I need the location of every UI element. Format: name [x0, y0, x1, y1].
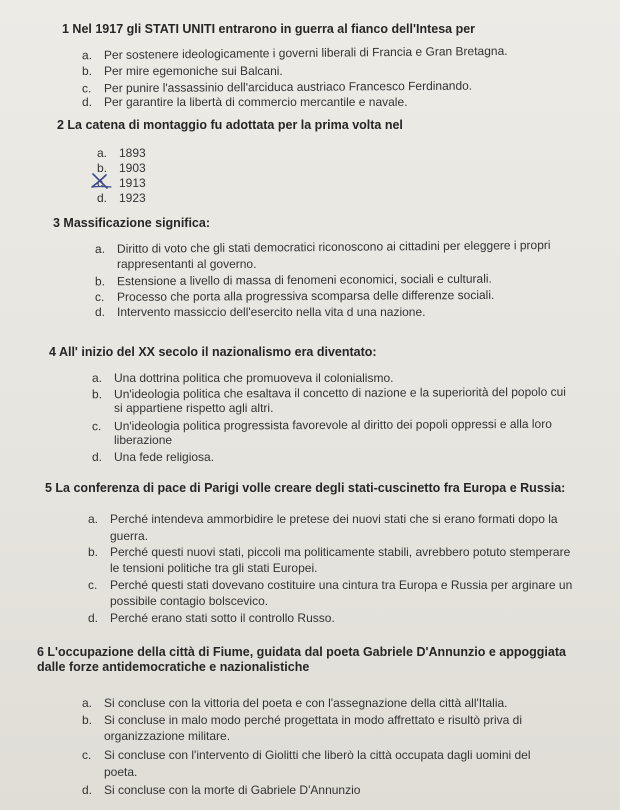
option-text: 1903	[119, 161, 146, 175]
question-3-option-a-continuation: rappresentanti al governo.	[117, 257, 257, 271]
option-text: Una dottrina politica che promuoveva il colonialismo.	[114, 371, 394, 385]
option-text: 1913	[119, 176, 146, 190]
question-4-option-d	[92, 450, 214, 464]
option-letter: c.	[94, 289, 105, 305]
option-text: Si concluse con la morte di Gabriele D'Annunzio	[104, 783, 361, 797]
question-5-option-d	[88, 611, 335, 625]
question-4-title: 4 All' inizio del XX secolo il nazionalismo era diventato:	[49, 345, 377, 359]
option-letter: c.	[97, 176, 107, 190]
option-letter: b.	[82, 713, 93, 727]
question-6-title-line-2: dalle forze antidemocratiche e nazionalistiche	[37, 660, 310, 674]
option-letter: d.	[97, 191, 108, 205]
option-text: Processo che porta alla progressiva scomparsa delle differenze sociali.	[116, 287, 495, 304]
option-text: Per mire egemoniche sui Balcani.	[104, 64, 283, 78]
question-5-title: 5 La conferenza di pace di Parigi volle creare degli stati-cuscinetto fra Europa e Russia:	[45, 481, 566, 495]
question-2-title: 2 La catena di montaggio fu adottata per la prima volta nel	[57, 118, 403, 132]
question-1-option-c	[82, 79, 472, 96]
option-letter: d.	[82, 783, 93, 797]
option-text: Per punire l'assassinio dell'arciduca austriaco Francesco Ferdinando.	[103, 78, 473, 96]
question-5-option-b	[88, 545, 570, 559]
question-1-option-b	[82, 64, 283, 78]
option-text: Si concluse in malo modo perché progettata in modo affrettato e risultò priva di	[104, 713, 523, 727]
question-6-option-c	[82, 748, 531, 762]
option-text: Si concluse con la vittoria del poeta e con l'assegnazione della città all'Italia.	[104, 696, 508, 710]
question-4-option-b	[92, 385, 566, 401]
option-letter: b.	[97, 161, 108, 175]
option-letter: b.	[82, 64, 93, 78]
option-text: Un'ideologia politica che esaltava il concetto di nazione e la superiorità del popolo cui	[113, 384, 566, 402]
question-6-title: 6 L'occupazione della città di Fiume, guidata dal poeta Gabriele D'Annunzio e appoggiata	[37, 645, 566, 659]
question-5-option-c	[88, 578, 572, 592]
question-4-option-c-continuation: liberazione	[114, 433, 173, 447]
question-6-option-b-continuation: organizzazione militare.	[104, 729, 231, 743]
question-6-option-a	[82, 696, 508, 710]
option-text: Per sostenere ideologicamente i governi liberali di Francia e Gran Bretagna.	[103, 43, 508, 62]
question-3-title: 3 Massificazione significa:	[53, 216, 210, 230]
option-letter: a.	[94, 241, 106, 256]
question-2-option-a	[97, 146, 146, 160]
option-text: Diritto di voto che gli stati democratici riconoscono ai cittadini per eleggere i propri	[116, 238, 551, 256]
question-2-option-d	[97, 191, 146, 205]
question-4-option-c	[92, 417, 552, 433]
option-letter: d.	[92, 450, 103, 464]
option-text: Si concluse con l'intervento di Giolitti che liberò la città occupata dagli uomini del	[104, 748, 531, 762]
question-6-option-d	[82, 783, 360, 797]
option-text: Un'ideologia politica progressista favorevole al diritto dei popoli oppressi e alla loro	[113, 416, 552, 434]
option-letter: d.	[95, 305, 106, 319]
question-5-option-a	[88, 512, 558, 526]
question-1-option-a	[82, 44, 508, 62]
option-letter: d.	[82, 95, 93, 109]
option-text: Una fede religiosa.	[114, 450, 215, 464]
question-4-option-b-continuation: si appartiene rispetto agli altri.	[114, 401, 274, 415]
question-3-option-c	[95, 288, 494, 304]
option-letter: c.	[82, 748, 92, 762]
option-text: Per garantire la libertà di commercio mercantile e navale.	[104, 95, 408, 109]
option-text: 1923	[119, 191, 146, 205]
option-text: Intervento massiccio dell'esercito nella vita d una nazione.	[117, 305, 426, 319]
option-letter: b.	[91, 387, 103, 402]
question-5-option-c-continuation: possibile contagio bolscevico.	[110, 594, 269, 608]
option-text: 1893	[119, 146, 146, 160]
option-letter: b.	[94, 274, 106, 289]
handwritten-x-mark-icon	[90, 172, 112, 190]
question-5-option-b-continuation: le tensioni politiche tra gli stati Europei.	[110, 561, 318, 575]
option-text: Perché questi nuovi stati, piccoli ma politicamente stabili, avrebbero potuto stemperare	[110, 545, 571, 559]
option-letter: b.	[88, 545, 99, 559]
option-letter: a.	[82, 696, 93, 710]
option-letter: a.	[97, 146, 108, 160]
option-text: Perché erano stati sotto il controllo Russo.	[110, 611, 335, 625]
question-1-option-d	[82, 95, 407, 109]
question-4-option-a	[92, 371, 393, 385]
option-letter: a.	[81, 48, 93, 63]
option-text: Estensione a livello di massa di fenomeni economici, sociali e culturali.	[116, 271, 492, 289]
question-3-option-a	[95, 238, 551, 256]
option-letter: c.	[81, 81, 92, 96]
option-letter: d.	[88, 611, 99, 625]
option-text: Perché questi stati dovevano costituire una cintura tra Europa e Russia per arginare un	[110, 578, 573, 592]
option-letter: c.	[88, 578, 98, 592]
question-5-option-a-continuation: guerra.	[110, 529, 149, 543]
option-letter: a.	[88, 512, 99, 526]
question-6-option-b	[82, 713, 522, 727]
question-6-option-c-continuation: poeta.	[104, 765, 138, 779]
question-3-option-d	[95, 305, 425, 319]
option-text: Perché intendeva ammorbidire le pretese dei nuovi stati che si erano formati dopo la	[110, 512, 558, 526]
option-letter: a.	[92, 371, 103, 385]
question-3-option-b	[95, 272, 492, 289]
option-letter: c.	[91, 419, 102, 434]
question-1-title: 1 Nel 1917 gli STATI UNITI entrarono in guerra al fianco dell'Intesa per	[62, 22, 476, 36]
